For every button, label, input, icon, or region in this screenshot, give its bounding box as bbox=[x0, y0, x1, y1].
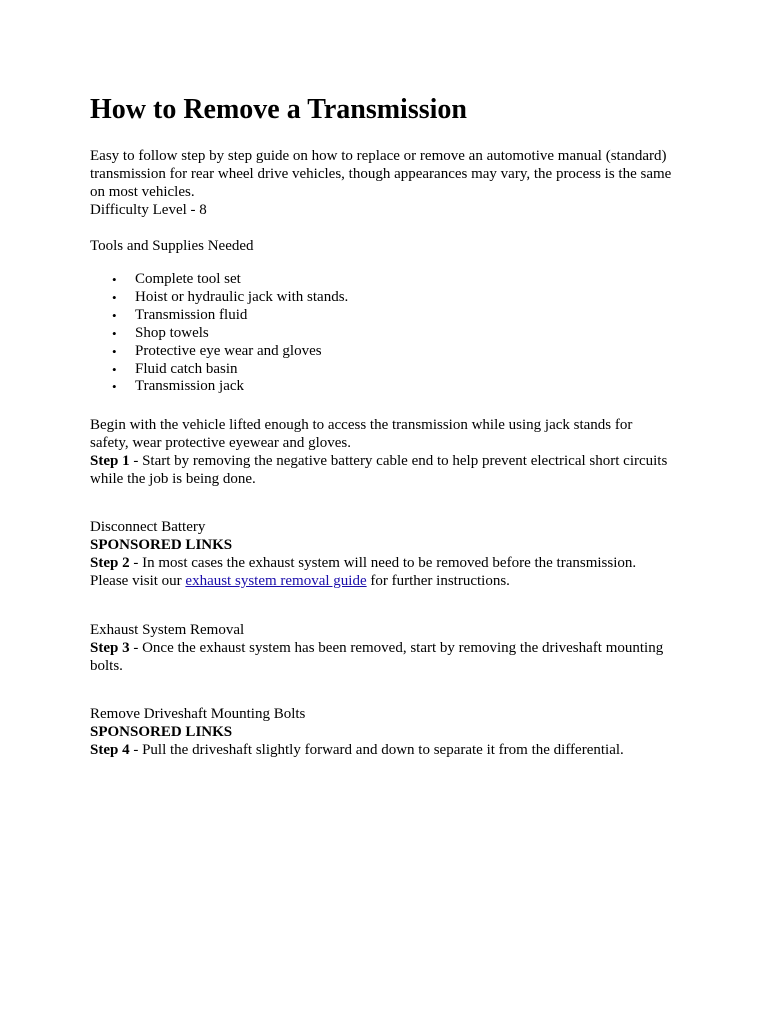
intro-line-3: on most vehicles. bbox=[90, 184, 195, 200]
step-2-pre-link: Please visit our bbox=[90, 573, 186, 589]
image-caption-driveshaft-bolts: Remove Driveshaft Mounting Bolts bbox=[90, 706, 306, 722]
difficulty-level: Difficulty Level - 8 bbox=[90, 202, 207, 218]
bullet-icon: • bbox=[112, 325, 117, 341]
list-item bbox=[90, 343, 348, 361]
step-4-label: Step 4 bbox=[90, 742, 130, 758]
list-item bbox=[90, 361, 348, 379]
bullet-icon: • bbox=[112, 307, 117, 323]
image-caption-disconnect-battery: Disconnect Battery bbox=[90, 519, 206, 535]
list-item-label: Fluid catch basin bbox=[135, 360, 238, 377]
step-3-line-1 bbox=[90, 639, 663, 657]
intro-line-2: transmission for rear wheel drive vehicles, though appearances may vary, the process is the same bbox=[90, 166, 672, 182]
bullet-icon: • bbox=[112, 361, 117, 377]
list-item-label: Shop towels bbox=[135, 324, 209, 341]
step-2-label: Step 2 bbox=[90, 555, 130, 571]
list-item-label: Complete tool set bbox=[135, 271, 241, 287]
list-item-label: Protective eye wear and gloves bbox=[135, 342, 322, 359]
list-item-label: Hoist or hydraulic jack with stands. bbox=[135, 288, 349, 305]
list-item bbox=[90, 271, 348, 289]
step-4-text: - Pull the driveshaft slightly forward and down to separate it from the differential. bbox=[129, 742, 624, 758]
bullet-icon: • bbox=[112, 343, 117, 359]
step-2-post-link: for further instructions. bbox=[366, 573, 510, 589]
step-3-text: - Once the exhaust system has been removed, start by removing the driveshaft mounting bbox=[129, 640, 664, 656]
list-item bbox=[90, 378, 348, 396]
list-item-label: Transmission jack bbox=[135, 378, 245, 395]
sponsored-links-label: SPONSORED LINKS bbox=[90, 537, 233, 553]
intro-line-1: Easy to follow step by step guide on how to replace or remove an automotive manual (standard) bbox=[90, 148, 667, 164]
step-2-line-2 bbox=[90, 572, 510, 590]
step-3-label: Step 3 bbox=[90, 640, 130, 656]
step-4-line-1 bbox=[90, 741, 624, 759]
begin-line-1: Begin with the vehicle lifted enough to access the transmission while using jack stands for bbox=[90, 417, 633, 433]
tools-heading: Tools and Supplies Needed bbox=[90, 238, 254, 254]
list-item-label: Transmission fluid bbox=[135, 306, 248, 323]
sponsored-links-label: SPONSORED LINKS bbox=[90, 724, 233, 740]
image-caption-exhaust-removal: Exhaust System Removal bbox=[90, 622, 245, 638]
begin-line-2: safety, wear protective eyewear and gloves. bbox=[90, 435, 351, 451]
step-1-line-1 bbox=[90, 452, 667, 470]
list-item bbox=[90, 289, 348, 307]
page-title: How to Remove a Transmission bbox=[90, 94, 467, 125]
step-1-label: Step 1 bbox=[90, 453, 130, 469]
step-2-line-1 bbox=[90, 554, 636, 572]
exhaust-guide-link[interactable]: exhaust system removal guide bbox=[185, 573, 367, 589]
step-2-text: - In most cases the exhaust system will need to be removed before the transmission. bbox=[129, 555, 637, 571]
list-item bbox=[90, 325, 348, 343]
bullet-icon: • bbox=[112, 272, 117, 287]
tools-list bbox=[90, 271, 348, 396]
step-3-line-2: bolts. bbox=[90, 658, 123, 674]
bullet-icon: • bbox=[112, 289, 117, 305]
bullet-icon: • bbox=[112, 379, 117, 395]
step-1-text: - Start by removing the negative battery cable end to help prevent electrical short circuits bbox=[129, 453, 668, 469]
list-item bbox=[90, 307, 348, 325]
step-1-line-2: while the job is being done. bbox=[90, 471, 256, 487]
